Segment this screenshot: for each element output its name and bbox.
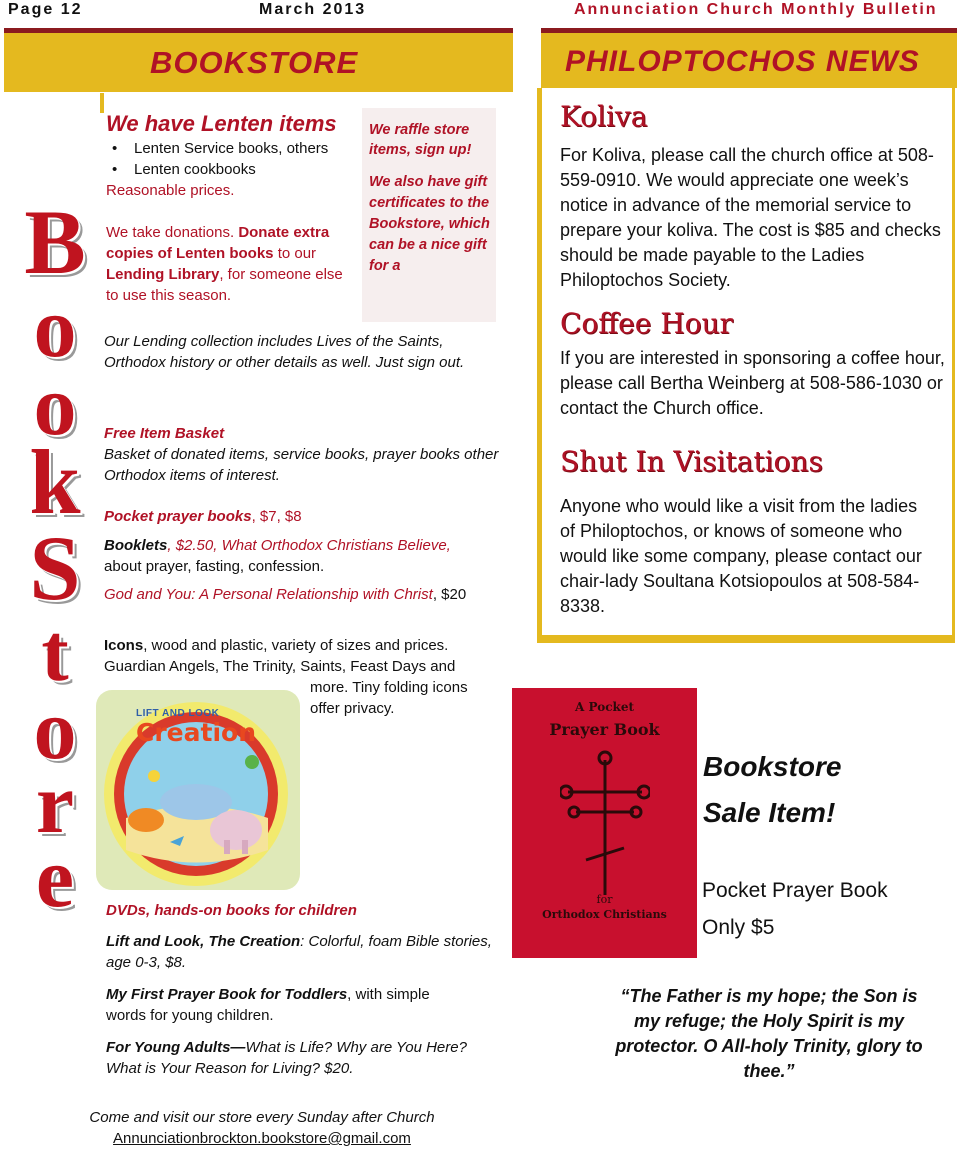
side-letter: t <box>41 607 69 698</box>
creation-title: Creation <box>136 718 256 747</box>
footer-visit: Come and visit our store every Sunday after Church Annunciationbrockton.bookstore@gmail.com <box>62 1107 462 1149</box>
book-cover-subtitle: Orthodox Christians <box>542 908 667 921</box>
donation-text: We take donations. Donate extra copies of Lenten books to our Lending Library, for someone else to use this season. <box>106 224 343 304</box>
pocket-books-line: Pocket prayer books, $7, $8 <box>104 508 302 525</box>
koliva-text: For Koliva, please call the church office at 508-559-0910. We would appreciate one week’s notice in advance of the memorial service to prepare your koliva. The cost is $85 and checks should be made payable to the Ladies Philoptochos Society. <box>560 145 941 290</box>
booklets-line: Booklets, $2.50, What Orthodox Christians Believe, about prayer, fasting, confession. <box>104 537 451 575</box>
bookstore-email-link[interactable]: Annunciationbrockton.bookstore@gmail.com <box>113 1130 411 1147</box>
dvds-heading: DVDs, hands-on books for children <box>106 902 357 919</box>
free-basket-heading: Free Item Basket <box>104 425 225 442</box>
koliva-heading: Koliva <box>560 100 648 133</box>
issue-date: March 2013 <box>259 1 367 18</box>
trinity-quote: “The Father is my hope; the Son is my refuge; the Holy Spirit is my protector. O All-holy Trinity, glory to thee.” <box>615 986 923 1081</box>
side-letter: B <box>24 191 86 293</box>
raffle-box <box>362 108 496 322</box>
lending-text: Our Lending collection includes Lives of the Saints, Orthodox history or other details as well. Just sign out. <box>104 333 465 371</box>
side-letter: S <box>29 517 81 619</box>
shut-in-text: Anyone who would like a visit from the ladies of Philoptochos, or knows of someone who would like some company, please contact our chair-lady Soultana Kotsiopoulos at 508-584-8338. <box>560 496 922 616</box>
creation-book-cover <box>96 690 300 890</box>
side-book-store-word <box>10 191 100 925</box>
prayer-book-cover <box>512 688 697 958</box>
god-and-you-line: God and You: A Personal Relationship with Christ, $20 <box>104 586 467 603</box>
side-letter: r <box>35 755 75 851</box>
bookstore-title: BOOKSTORE <box>150 45 359 80</box>
sale-item-price: Only $5 <box>702 916 775 939</box>
young-adults-line: For Young Adults—What is Life? Why are You Here? What is Your Reason for Living? $20. <box>106 1039 467 1077</box>
shut-in-heading: Shut In Visitations <box>560 445 823 478</box>
free-basket-section <box>104 423 509 486</box>
lenten-heading: We have Lenten items <box>106 111 337 136</box>
list-item: • Lenten cookbooks <box>112 161 256 178</box>
philoptochos-content <box>560 100 945 619</box>
book-cover-for: for <box>596 893 613 906</box>
icons-section: Icons, wood and plastic, variety of sizes and prices. Guardian Angels, The Trinity, Saints, Feast Days and <box>104 637 456 675</box>
cross-icon <box>560 750 650 900</box>
philoptochos-title: PHILOPTOCHOS NEWS <box>565 45 920 78</box>
bulletin-title: Annunciation Church Monthly Bulletin <box>574 1 938 18</box>
book-cover-line: A Pocket <box>575 700 634 714</box>
sale-item-name: Pocket Prayer Book <box>702 879 888 902</box>
side-letter: e <box>35 829 75 925</box>
lift-and-look-line: Lift and Look, The Creation: Colorful, foam Bible stories, age 0-3, $8. <box>106 933 492 971</box>
page-number: Page 12 <box>8 1 83 18</box>
icons-continued: more. Tiny folding icons offer privacy. <box>310 679 468 717</box>
coffee-hour-text: If you are interested in sponsoring a coffee hour, please call Bertha Weinberg at 508-586-1030 or contact the Church office. <box>560 348 945 418</box>
sale-item <box>702 872 888 946</box>
bookstore-title-bar <box>4 28 513 92</box>
reasonable-prices: Reasonable prices. <box>106 182 235 199</box>
gift-certificate-text: We also have gift certificates to the Bookstore, which can be a nice gift for a <box>369 174 490 274</box>
children-section <box>106 900 496 1079</box>
my-first-prayer-line: My First Prayer Book for Toddlers, with simple words for young children. <box>106 986 430 1024</box>
list-item: • Lenten Service books, others <box>112 140 329 157</box>
side-letter: o <box>33 357 77 453</box>
book-cover-title: Prayer Book <box>549 720 660 739</box>
side-letter: k <box>29 431 81 533</box>
coffee-hour-heading: Coffee Hour <box>560 307 733 340</box>
raffle-text: We raffle store items, sign up! <box>369 122 472 158</box>
divider <box>100 93 104 113</box>
philoptochos-title-bar <box>541 28 957 88</box>
lenten-section <box>106 110 356 306</box>
side-letter: o <box>33 681 77 777</box>
sale-heading: Bookstore Sale Item! <box>703 751 842 828</box>
free-basket-text: Basket of donated items, service books, prayer books other Orthodox items of interest. <box>104 446 499 484</box>
creation-top-label: LIFT AND LOOK <box>136 708 220 719</box>
side-letter: o <box>33 279 77 375</box>
